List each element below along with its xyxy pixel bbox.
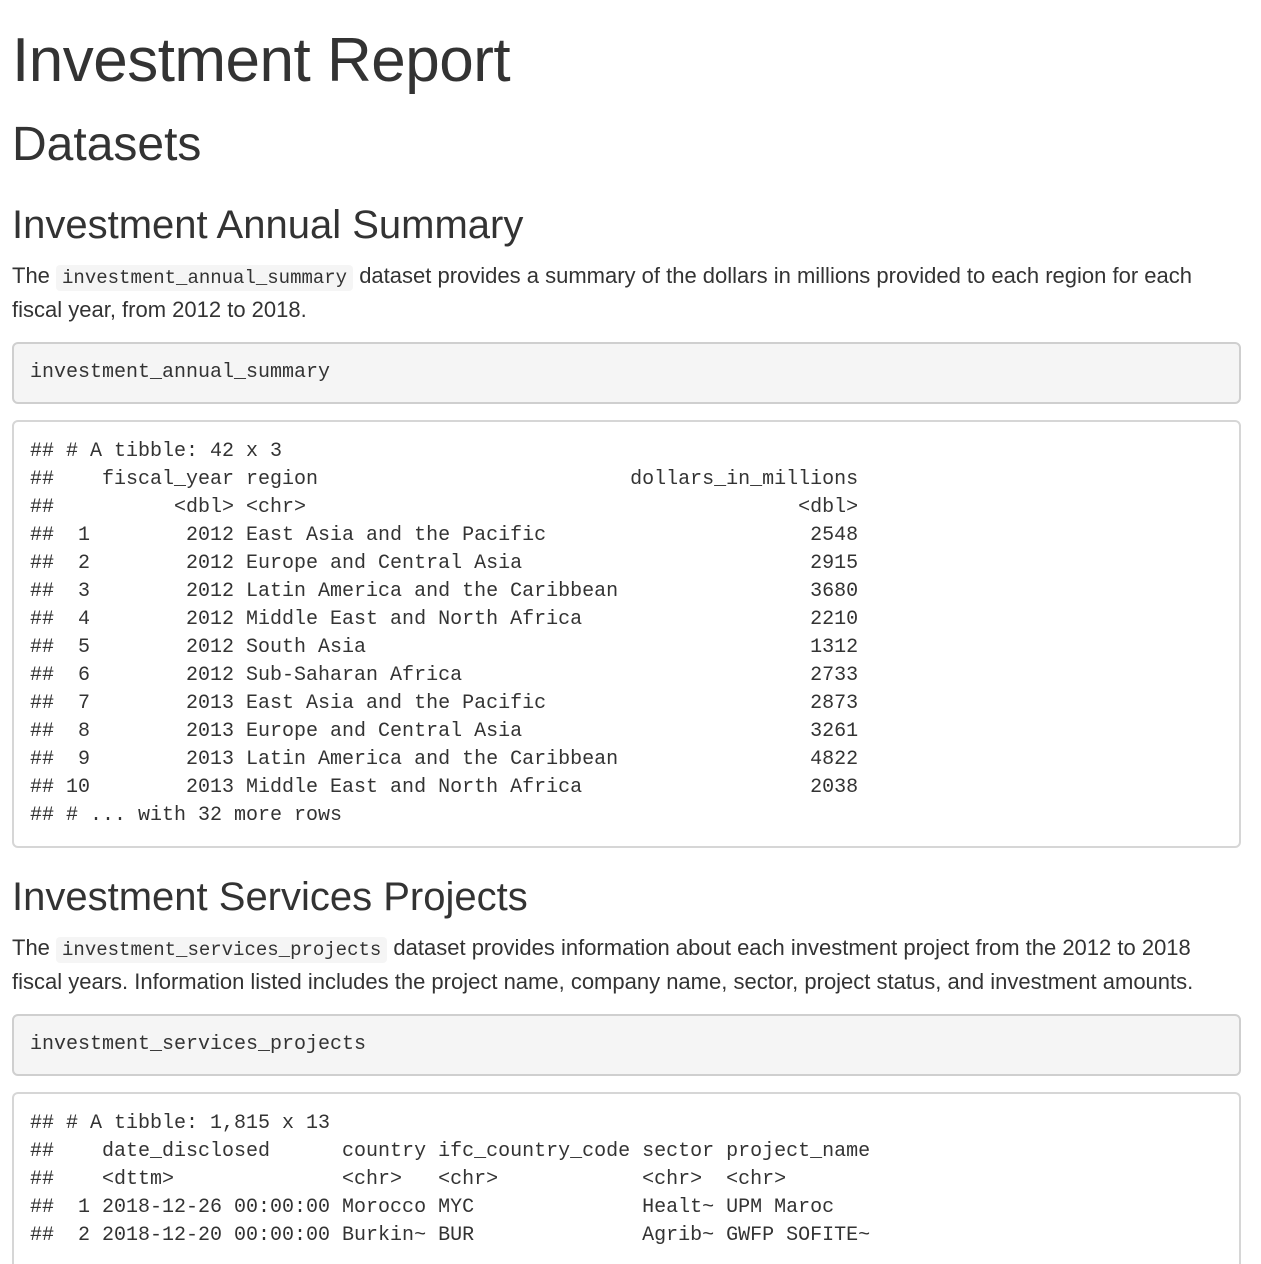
output-line: ## 6 2012 Sub-Saharan Africa 2733 <box>30 664 859 687</box>
output-line: ## 3 2012 Latin America and the Caribbean 3680 <box>30 580 859 603</box>
code-block-services-projects[interactable]: investment_services_projects <box>12 1014 1241 1076</box>
section-description-annual-summary <box>12 260 1241 326</box>
output-line: ## <dbl> <chr> <dbl> <box>30 496 859 519</box>
output-block-services-projects[interactable] <box>12 1092 1241 1264</box>
page-title: Investment Report <box>12 26 511 95</box>
output-line: ## # A tibble: 42 x 3 <box>30 440 283 463</box>
output-block-annual-summary[interactable] <box>12 420 1241 848</box>
inline-code-dataset-name: investment_services_projects <box>56 937 387 963</box>
output-line: ## 1 2018-12-26 00:00:00 Morocco MYC Healt~ UPM Maroc <box>30 1196 835 1219</box>
output-line: ## 10 2013 Middle East and North Africa 2038 <box>30 776 859 799</box>
output-line: ## 7 2013 East Asia and the Pacific 2873 <box>30 692 859 715</box>
output-line: ## 1 2012 East Asia and the Pacific 2548 <box>30 524 859 547</box>
output-line: ## 5 2012 South Asia 1312 <box>30 636 859 659</box>
desc-text-after: dataset provides a summary of the dollars in millions provided to each region for each fiscal year, from 2012 to 2018. <box>12 263 1192 322</box>
output-line: ## 4 2012 Middle East and North Africa 2210 <box>30 608 859 631</box>
section-heading-annual-summary: Investment Annual Summary <box>12 203 524 247</box>
desc-text-before: The <box>12 935 57 960</box>
desc-text-before: The <box>12 263 57 288</box>
code-block-annual-summary[interactable]: investment_annual_summary <box>12 342 1241 404</box>
output-line: ## 9 2013 Latin America and the Caribbean 4822 <box>30 748 859 771</box>
section-heading-services-projects: Investment Services Projects <box>12 875 528 919</box>
output-line: ## <dttm> <chr> <chr> <chr> <chr> <box>30 1168 787 1191</box>
desc-text-after: dataset provides information about each investment project from the 2012 to 2018 fiscal years. Information listed includes the project name, company name, sector, project status, and investment amounts. <box>12 935 1194 994</box>
output-line: ## 2 2018-12-20 00:00:00 Burkin~ BUR Agrib~ GWFP SOFITE~ <box>30 1224 871 1247</box>
output-line: ## 2 2012 Europe and Central Asia 2915 <box>30 552 859 575</box>
output-line: ## # ... with 32 more rows <box>30 804 343 827</box>
section-description-services-projects <box>12 932 1241 998</box>
output-line: ## # A tibble: 1,815 x 13 <box>30 1112 331 1135</box>
output-line: ## fiscal_year region dollars_in_millions <box>30 468 859 491</box>
inline-code-dataset-name: investment_annual_summary <box>56 265 353 291</box>
output-line: ## 8 2013 Europe and Central Asia 3261 <box>30 720 859 743</box>
section-title-datasets: Datasets <box>12 118 202 171</box>
output-line: ## date_disclosed country ifc_country_code sector project_name <box>30 1140 871 1163</box>
